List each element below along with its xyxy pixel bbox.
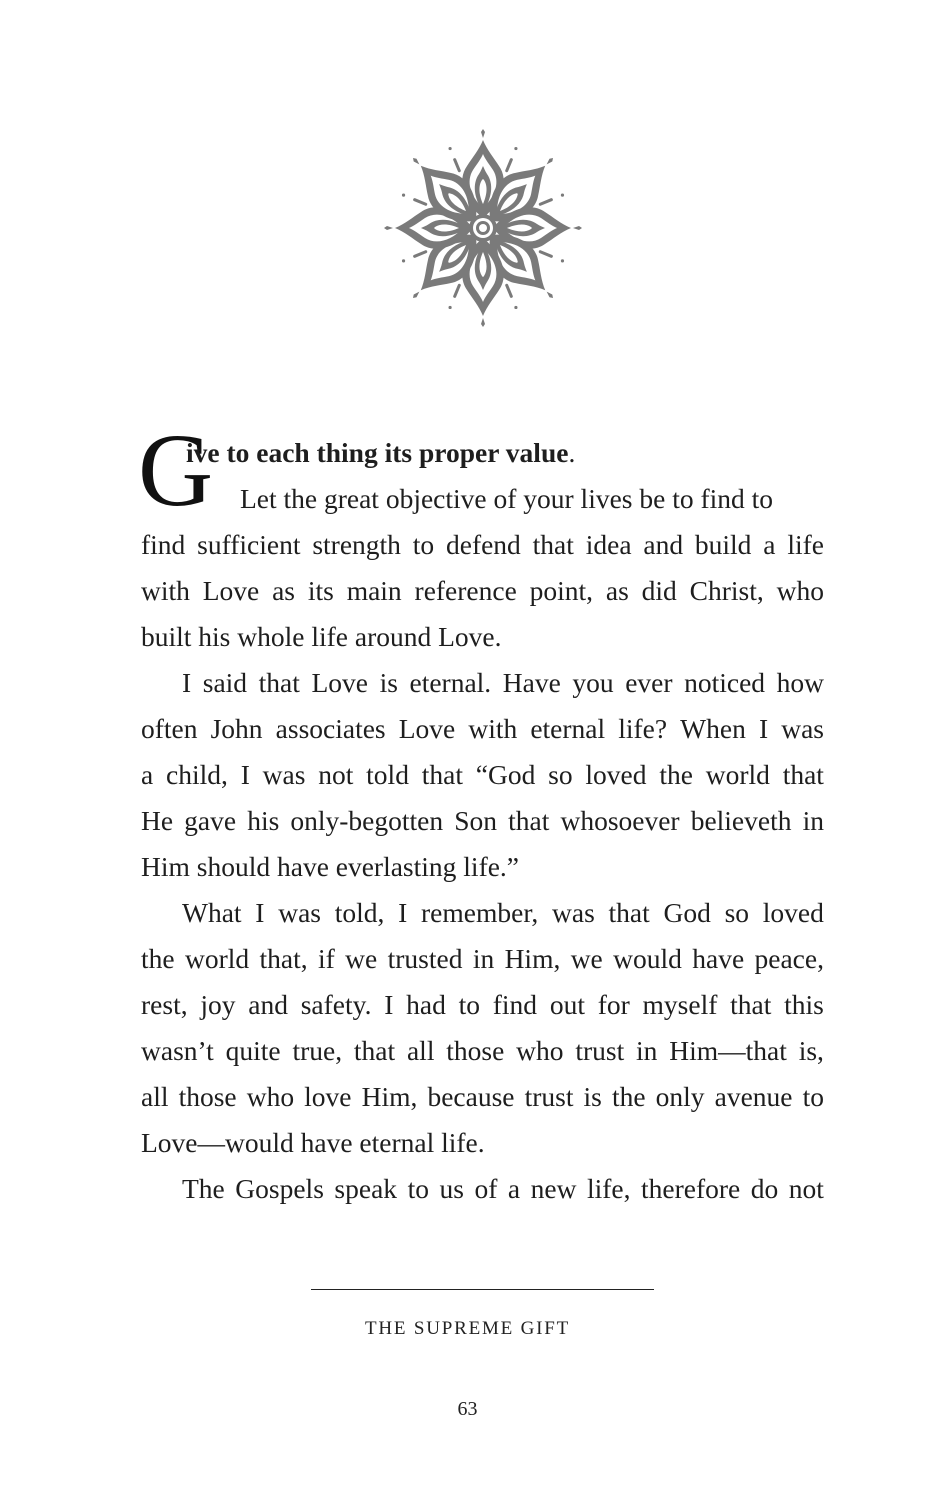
- running-footer-title: THE SUPREME GIFT: [364, 1318, 571, 1339]
- footer-rule: [311, 1289, 654, 1290]
- text-line: all those who love Him, because trust is the only avenue to: [141, 1081, 824, 1112]
- page-number: 63: [457, 1398, 478, 1420]
- lead-in-text: ive to each thing its proper value: [186, 437, 569, 468]
- text-line: He gave his only-begotten Son that whosoever believeth in: [141, 805, 824, 836]
- mandala-flower-icon: [383, 128, 583, 328]
- text-line: with Love as its main reference point, as did Christ, who: [141, 575, 824, 606]
- body-text: [138, 413, 824, 1212]
- text-line: the world that, if we trusted in Him, we would have peace,: [141, 943, 824, 974]
- lead-in-period: .: [568, 437, 576, 468]
- text-line: Let the great objective of your lives be to find to: [240, 483, 774, 514]
- text-line: Him should have everlasting life.”: [141, 851, 520, 882]
- text-line: often John associates Love with eternal life? When I was: [141, 713, 824, 744]
- text-line: a child, I was not told that “God so loved the world that: [141, 759, 824, 790]
- text-line: rest, joy and safety. I had to find out for myself that this: [141, 989, 824, 1020]
- text-line: Love—would have eternal life.: [141, 1127, 485, 1158]
- text-line: find sufficient strength to defend that idea and build a life: [141, 529, 824, 560]
- text-line: I said that Love is eternal. Have you ever noticed how: [182, 667, 824, 698]
- text-line: wasn’t quite true, that all those who trust in Him—that is,: [141, 1035, 824, 1066]
- text-line: The Gospels speak to us of a new life, therefore do not: [182, 1173, 824, 1204]
- lead-in-phrase: [186, 430, 575, 476]
- text-line: built his whole life around Love.: [141, 621, 502, 652]
- text-line: What I was told, I remember, was that God so loved: [182, 897, 824, 928]
- drop-cap: G: [138, 413, 214, 528]
